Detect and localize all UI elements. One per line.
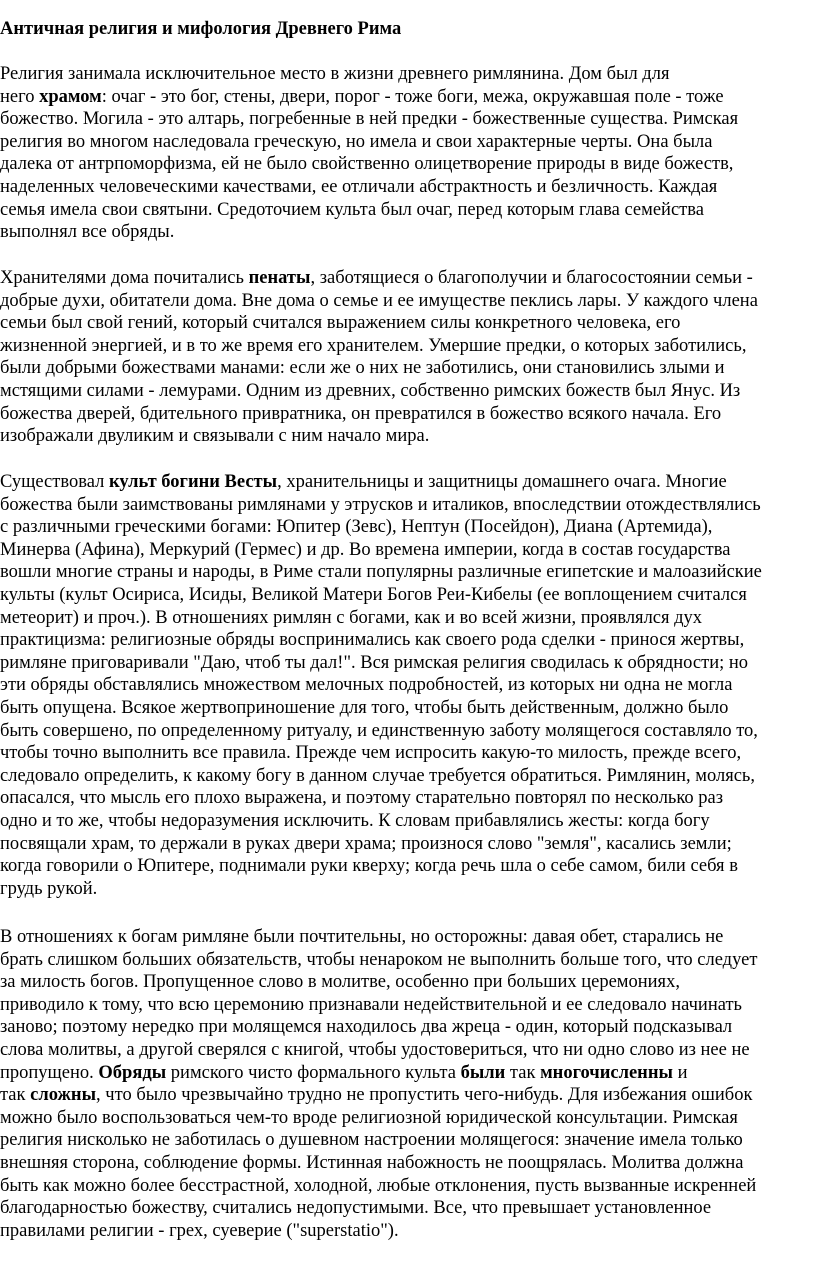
text-line: одно и то же, чтобы недоразумения исключить. К словам прибавлялись жесты: когда богу [0, 810, 710, 831]
text-line: быть опущена. Всякое жертвоприношение для того, чтобы быть действенным, должно было [0, 697, 729, 718]
text-line: божество. Могила - это алтарь, погребенные в ней предки - божественные существа. Римская [0, 109, 739, 130]
paragraph-religion-home [0, 63, 738, 244]
text-line: вошли многие страны и народы, в Риме стали популярны различные египетские и малоазийские [0, 562, 762, 583]
text-line: можно было воспользоваться чем-то вроде религиозной юридической консультации. Римская [0, 1107, 738, 1128]
text-line: Хранителями дома почитались пенаты, заботящиеся о благополучии и благосостоянии семьи - [0, 268, 753, 288]
text-line: быть как можно более бесстрастной, холодной, любые отклонения, пусть вызванные искренней [0, 1175, 757, 1196]
text-line: Минерва (Афина), Меркурий (Гермес) и др. Во времена империи, когда в состав государства [0, 539, 731, 560]
text-line: религия нисколько не заботилась о душевном настроении молящегося: значение имела только [0, 1130, 743, 1151]
text-line: быть совершено, по определенному ритуалу, и единственную заботу молящегося составляло то, [0, 720, 758, 741]
text-line: Существовал культ богини Весты, хранительницы и защитницы домашнего очага. Многие [0, 472, 727, 492]
text-line: с различными греческими богами: Юпитер (Зевс), Нептун (Посейдон), Диана (Артемида), [0, 517, 713, 538]
text-line: чтобы точно выполнить все правила. Прежде чем испросить какую-то милость, прежде всего, [0, 743, 742, 764]
text-line: мстящими силами - лемурами. Одним из древних, собственно римских божеств был Янус. Из [0, 380, 741, 401]
text-line: божества дверей, бдительного привратника, он превратился в божество всякого начала. Его [0, 403, 722, 424]
text-line: эти обряды обставлялись множеством мелочных подробностей, из которых ни одна не могла [0, 675, 733, 696]
text-line: наделенных человеческими качествами, ее отличали абстрактность и безличность. Каждая [0, 176, 718, 197]
text-line: выполнял все обряды. [0, 222, 175, 243]
text-line: божества были заимствованы римлянами у этрусков и италиков, впоследствии отождествлялись [0, 494, 761, 515]
text-line: грудь рукой. [0, 878, 98, 899]
text-line: добрые духи, обитатели дома. Вне дома о семье и ее имуществе пеклись лары. У каждого члена [0, 290, 758, 311]
document-title: Античная религия и мифология Древнего Рима [0, 19, 402, 39]
text-line: заново; поэтому нередко при молящемся находилось два жреца - один, который подсказывал [0, 1017, 733, 1038]
bold-term-mnogochislenny: многочисленны [540, 1062, 673, 1083]
text-line: опасался, что мысль его плохо выражена, и поэтому старательно повторял по несколько раз [0, 788, 724, 809]
text-line: когда говорили о Юпитере, поднимали руки кверху; когда речь шла о себе самом, били себя в [0, 856, 738, 877]
text-line: жизненной энергией, и в то же время его хранителем. Умершие предки, о которых заботились, [0, 335, 747, 356]
text-line: посвящали храм, то держали в руках двери храма; произнося слово "земля", касались земли; [0, 833, 732, 854]
bold-term-slozhny: сложны [30, 1085, 97, 1106]
text-line: благодарностью божеству, считались недопустимыми. Все, что превышает установленное [0, 1198, 712, 1219]
text-line: религия во многом наследовала греческую, но имела и свои характерные черты. Она была [0, 131, 713, 152]
paragraph-relations-with-gods [0, 926, 757, 1242]
text-line: за милость богов. Пропущенное слово в молитве, особенно при больших церемониях, [0, 972, 680, 993]
text-line: слова молитвы, а другой сверялся с книгой, чтобы удостовериться, что ни одно слово из нее не [0, 1039, 750, 1060]
text-line: правилами религии - грех, суеверие ("superstatio"). [0, 1220, 399, 1241]
text-line: метеорит) и проч.). В отношениях римлян с богами, как и во всей жизни, проявлялся дух [0, 607, 703, 628]
text-line: далека от антрпоморфизма, ей не было свойственно олицетворение природы в виде божеств, [0, 154, 734, 175]
text-line: практицизма: религиозные обряды воспринимались как своего рода сделки - принося жертвы, [0, 630, 745, 651]
text-line: внешняя сторона, соблюдение формы. Истинная набожность не поощрялась. Молитва должна [0, 1152, 744, 1173]
paragraph-vesta-cult [0, 471, 762, 900]
bold-term-vesta: культ богини Весты [108, 472, 278, 492]
text-line: культы (культ Осириса, Исиды, Великой Матери Богов Реи-Кибелы (ее воплощением считался [0, 584, 747, 605]
bold-term-hramom: храмом [39, 86, 102, 107]
text-line: семьи был свой гений, который считался выражением силы конкретного человека, его [0, 313, 681, 334]
text-line: семья имела свои святыни. Средоточием культа был очаг, перед которым глава семейства [0, 199, 704, 220]
text-line: римляне приговаривали "Даю, чтоб ты дал!". Вся римская религия сводилась к обрядности; но [0, 652, 749, 673]
paragraph-penates [0, 267, 758, 448]
text-line: него храмом: очаг - это бог, стены, двери, порог - тоже боги, межа, окружавшая поле - тоже [0, 86, 724, 107]
text-line: В отношениях к богам римляне были почтительны, но осторожны: давая обет, старались не [0, 927, 724, 947]
bold-term-byli: были [460, 1062, 506, 1083]
text-line: следовало определить, к какому богу в данном случае требуется обратиться. Римлянин, молясь, [0, 765, 755, 786]
text-line: так сложны, что было чрезвычайно трудно не пропустить чего-нибудь. Для избежания ошибок [0, 1085, 753, 1106]
text-line: изображали двуликим и связывали с ним начало мира. [0, 426, 430, 447]
text-line: Религия занимала исключительное место в жизни древнего римлянина. Дом был для [0, 64, 670, 84]
text-line: брать слишком больших обязательств, чтобы ненароком не выполнить больше того, что следует [0, 949, 758, 970]
text-line: приводило к тому, что всю церемонию признавали недействительной и ее следовало начинать [0, 994, 742, 1015]
text-line: были добрыми божествами манами: если же о них не заботились, они становились злыми и [0, 358, 725, 379]
text-line: пропущено. Обряды римского чисто формального культа были так многочисленны и [0, 1062, 688, 1083]
bold-term-obryady: Обряды [98, 1062, 167, 1083]
bold-term-penaty: пенаты [248, 268, 311, 288]
